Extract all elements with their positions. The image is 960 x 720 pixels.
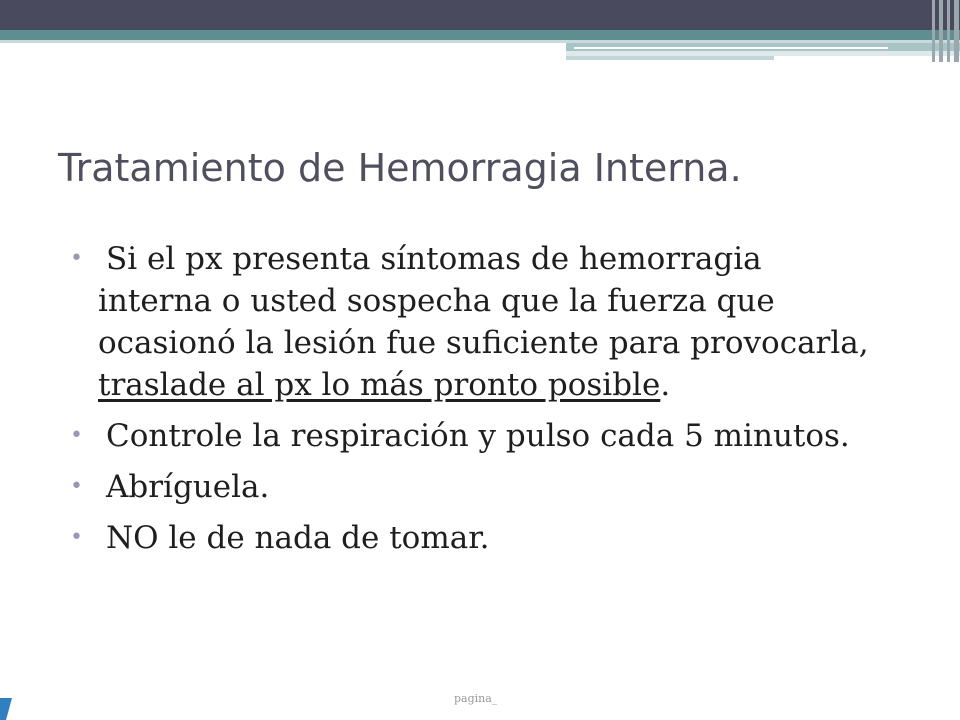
header-highlight-line	[574, 47, 888, 49]
page-footer: pagina_	[454, 692, 498, 705]
bullet-line: Si el px presenta síntomas de hemorragia	[106, 241, 762, 277]
bullet-line	[98, 364, 930, 406]
bullet-line: interna o usted sospecha que la fuerza que	[98, 283, 775, 319]
corner-accent-icon	[0, 694, 14, 720]
bullet-item	[70, 238, 930, 406]
bullet-dot-icon: •	[70, 525, 83, 550]
bullet-text: Controle la respiración y pulso cada 5 minutos.	[106, 418, 850, 454]
bullet-line-tail: .	[660, 367, 671, 403]
bullet-dot-icon: •	[70, 246, 83, 271]
header-accent-band-short	[566, 56, 774, 60]
header-dark-bar	[0, 0, 960, 30]
slide-title: Tratamiento de Hemorragia Interna.	[58, 146, 742, 190]
bullet-dot-icon: •	[70, 474, 83, 499]
bullet-item	[70, 466, 930, 508]
bullet-dot-icon: •	[70, 423, 83, 448]
bullet-line: ocasionó la lesión fue suficiente para provocarla,	[98, 325, 869, 361]
bullet-text	[98, 238, 930, 406]
bullet-text: Abríguela.	[106, 469, 270, 505]
header-stripes-decoration	[930, 0, 960, 62]
header-teal-band	[0, 30, 960, 40]
bullet-item	[70, 517, 930, 559]
bullet-item	[70, 415, 930, 457]
underlined-instruction: traslade al px lo más pronto posible	[98, 367, 661, 403]
bullet-list	[70, 238, 930, 568]
bullet-text: NO le de nada de tomar.	[106, 520, 490, 556]
